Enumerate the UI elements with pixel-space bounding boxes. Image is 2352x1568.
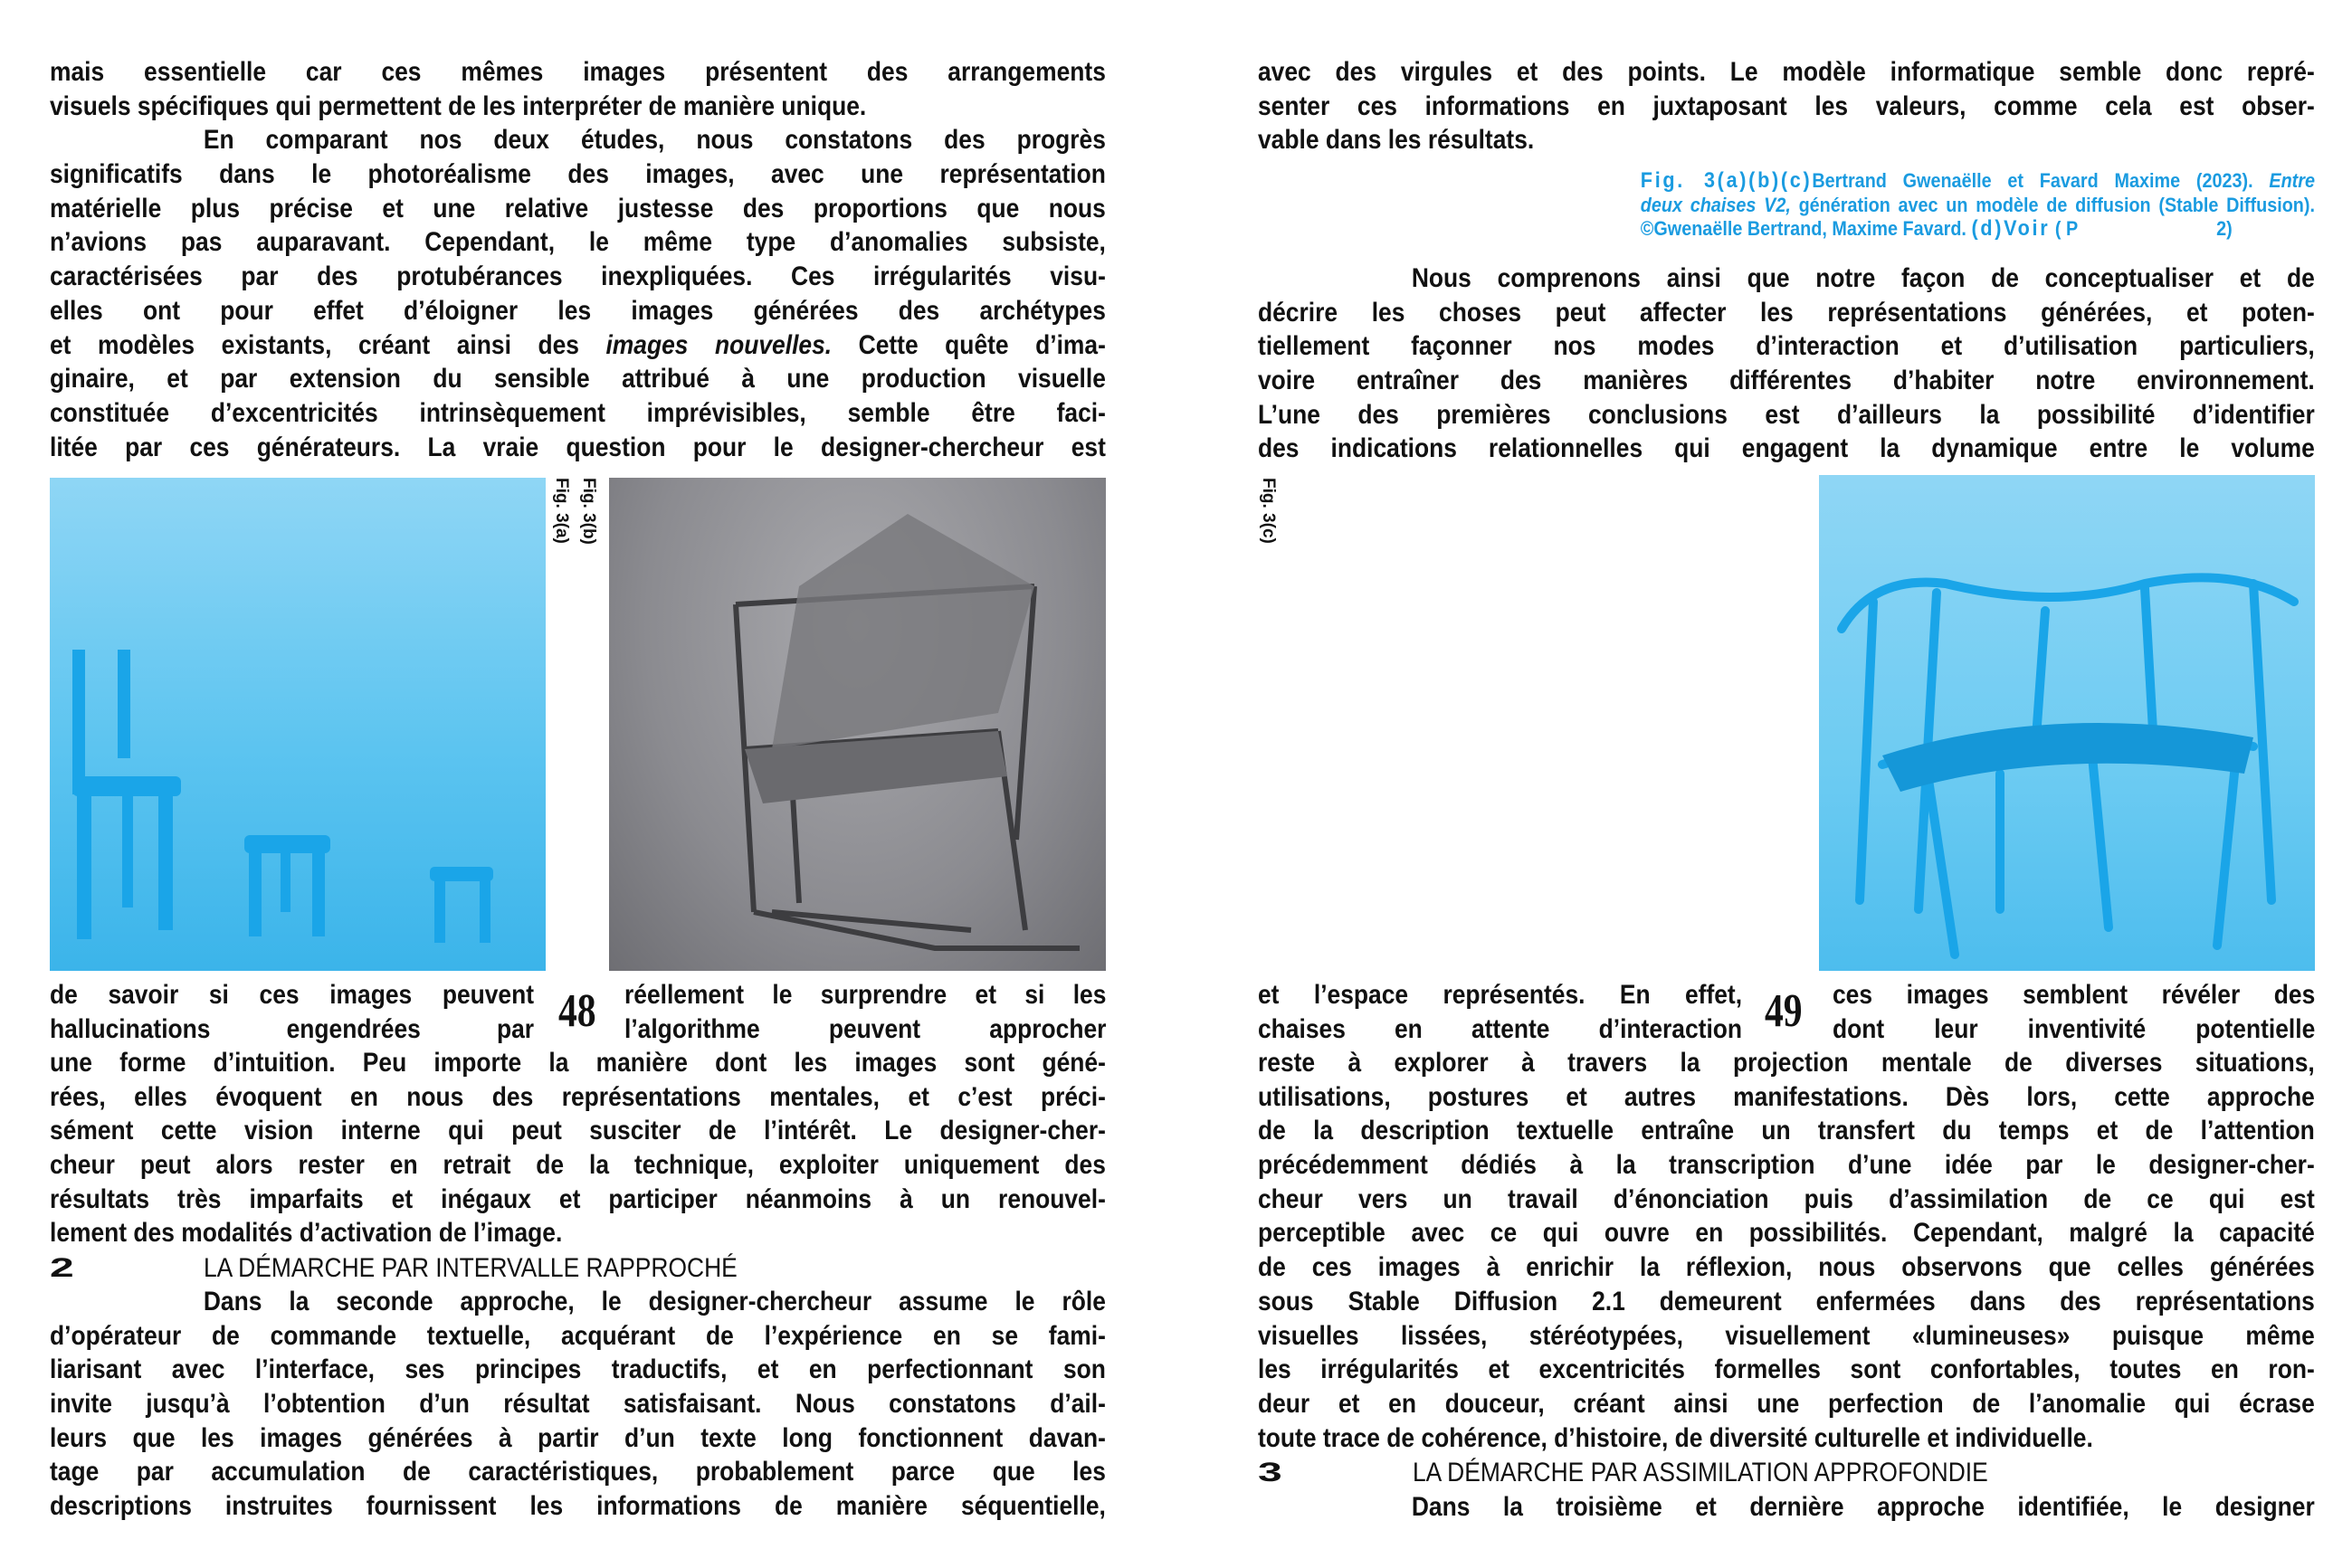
text-line: Nous comprenons ainsi que notre façon de conceptualiser et de: [1411, 263, 2315, 293]
text-line: d’opérateur de commande textuelle, acquérant de l’expérience en se fami-: [50, 1320, 1106, 1351]
text-line: tage par accumulation de caractéristiques, probablement parce que les: [50, 1457, 1106, 1487]
text-line: lement des modalités d’activation de l’image.: [50, 1218, 563, 1249]
text-line: descriptions instruites fournissent les informations de manière séquentielle,: [50, 1491, 1106, 1522]
text-line: cheur peut alors rester en retrait de la technique, exploiter uniquement des: [50, 1150, 1106, 1181]
text-line: leurs que les images générées à partir d’un texte long fonctionnent davan-: [50, 1422, 1106, 1453]
text-line: dont leur inventivité potentielle: [1833, 1013, 2316, 1044]
text-line: de la description textuelle entraîne un transfert du temps et de l’attention: [1258, 1116, 2315, 1146]
text-line: ces images semblent révéler des: [1833, 980, 2316, 1010]
page-number-49: 49: [1765, 985, 1803, 1037]
text-line: matérielle plus précise et une relative justesse des proportions que nous: [50, 193, 1106, 223]
text-line: sous Stable Diffusion 2.1 demeurent enfermées dans des représentations: [1258, 1286, 2315, 1316]
text-line: l’algorithme peuvent approcher: [624, 1013, 1107, 1044]
text-line: rées, elles évoquent en nous des représentations mentales, et c’est préci-: [50, 1081, 1106, 1112]
right-split-right-text: [1833, 978, 2315, 1046]
text-line: En comparant nos deux études, nous constatons des progrès: [203, 125, 1106, 156]
steel-chair-photo: [609, 478, 1106, 971]
text-line: liarisant avec l’interface, ses principes traductifs, et en perfectionnant son: [50, 1354, 1106, 1385]
page-number-48: 48: [558, 985, 596, 1037]
section-number-2: 2: [50, 1253, 74, 1283]
text-line: voire entraîner des manières différentes d’habiter notre environnement.: [1258, 366, 2315, 396]
left-bottom-text: [50, 1046, 1106, 1250]
figure-3c-image: [1819, 475, 2315, 971]
text-line: vable dans les résultats.: [1258, 125, 1535, 156]
figure-3c-label: Fig. 3(c): [1259, 478, 1278, 544]
text-line: Dans la troisième et dernière approche identifiée, le designer: [1411, 1492, 2315, 1522]
caption-credit: Gwenaëlle Bertrand, Maxime Favard.: [1653, 217, 1966, 241]
text-line: mais essentielle car ces mêmes images présentent des arrangements: [50, 57, 1106, 87]
text-line: et l’espace représentés. En effet,: [1258, 980, 1743, 1010]
right-split-left-text: [1258, 978, 1742, 1046]
text-line: de ces images à enrichir la réflexion, nous observons que celles générées: [1258, 1252, 2315, 1283]
text-line: des indications relationnelles qui engagent la dynamique entre le volume: [1258, 433, 2315, 464]
text-line: de savoir si ces images peuvent: [50, 980, 535, 1010]
text-line: résultats très imparfaits et inégaux et participer néanmoins à un renouvel-: [50, 1183, 1106, 1214]
text-line: tiellement façonner nos modes d’interaction et d’utilisation particuliers,: [1258, 331, 2315, 362]
left-section-text: [50, 1285, 1106, 1524]
text-line: invite jusqu’à l’obtention d’un résultat satisfaisant. Nous constatons d’ail-: [50, 1389, 1106, 1420]
text-line: cheur vers un travail d’énonciation puis d’assimilation de ce qui est: [1258, 1183, 2315, 1214]
caption-authors: Bertrand Gwenaëlle et Favard Maxime (2023).: [1812, 169, 2253, 192]
text-line: elles ont pour effet d’éloigner les images générées des archétypes: [50, 295, 1106, 326]
left-split-left-text: [50, 978, 534, 1046]
text-line: litée par ces générateurs. La vraie question pour le designer-chercheur est: [50, 432, 1106, 462]
right-mid-text: [1258, 261, 2315, 466]
caption-title-cont: deux chaises V2,: [1640, 193, 1791, 216]
text-line: les irrégularités et excentricités formelles sont confortables, toutes en ron-: [1258, 1354, 2315, 1385]
caption-see: (d)Voir: [1971, 216, 2051, 242]
caption-ref-open: ( P: [2054, 217, 2079, 241]
section-number-3: 3: [1258, 1458, 1282, 1487]
text-line: sément cette vision interne qui peut susciter de l’intérêt. Le designer-cher-: [50, 1116, 1106, 1146]
caption-description: génération avec un modèle de diffusion (Stable Diffusion).: [1798, 193, 2315, 216]
figure-caption: [1566, 169, 2315, 242]
caption-title: Entre: [2269, 169, 2315, 192]
text-line: deur et en douceur, créant ainsi une perfection de l’anomalie qui écrase: [1258, 1388, 2315, 1419]
text-line: chaises en attente d’interaction: [1258, 1013, 1743, 1044]
text-line: toute trace de cohérence, d’histoire, de diversité culturelle et individuelle.: [1258, 1422, 2093, 1453]
text-line: une forme d’intuition. Peu importe la manière dont les images sont géné-: [50, 1048, 1106, 1078]
text-line: précédemment dédiés à la transcription d’une idée par le designer-cher-: [1258, 1150, 2315, 1181]
text-line: décrire les choses peut affecter les représentations générées, et poten-: [1258, 297, 2315, 328]
double-chair-illustration: [1819, 475, 2315, 971]
text-line: n’avions pas auparavant. Cependant, le même type d’anomalies subsiste,: [50, 227, 1106, 258]
figure-3b-label: Fig. 3(b): [579, 478, 598, 545]
text-line: réellement le surprendre et si les: [624, 980, 1107, 1010]
text-line: constituée d’excentricités intrinsèquement imprévisibles, semble être faci-: [50, 397, 1106, 428]
text-line: reste à explorer à travers la projection mentale de diverses situations,: [1258, 1048, 2315, 1078]
figure-3b-image: [609, 478, 1106, 971]
text-line: avec des virgules et des points. Le modèle informatique semble donc repré-: [1258, 57, 2315, 87]
text-line: hallucinations engendrées par: [50, 1013, 535, 1044]
text-line: visuels spécifiques qui permettent de les interpréter de manière unique.: [50, 90, 867, 121]
text-line: Dans la seconde approche, le designer-chercheur assume le rôle: [203, 1287, 1106, 1316]
figure-3a-image: [50, 478, 546, 971]
section-heading-3: LA DÉMARCHE PAR ASSIMILATION APPROFONDIE: [1413, 1458, 1988, 1487]
figure-3a-label: Fig. 3(a): [552, 478, 571, 544]
text-line: visuelles lissées, stéréotypées, visuellement «lumineuses» puisque même: [1258, 1320, 2315, 1351]
text-line: utilisations, postures et autres manifestations. Dès lors, cette approche: [1258, 1081, 2315, 1112]
blue-stools-illustration: [50, 478, 546, 971]
text-line: L’une des premières conclusions est d’ailleurs la possibilité d’identifier: [1258, 399, 2315, 430]
text-line: ginaire, et par extension du sensible attribué à une production visuelle: [50, 364, 1106, 394]
text-line: significatifs dans le photoréalisme des images, avec une représentation: [50, 159, 1106, 190]
text-line: senter ces informations en juxtaposant les valeurs, comme cela est obser-: [1258, 90, 2315, 121]
caption-ref-close: 2): [2216, 217, 2233, 241]
italic-text: images nouvelles.: [605, 329, 833, 360]
right-section-text: [1258, 1490, 2315, 1525]
text-line: perceptible avec ce qui ouvre en possibilités. Cependant, malgré la capacité: [1258, 1218, 2315, 1249]
text-line: caractérisées par des protubérances inexpliquées. Ces irrégularités visu-: [50, 261, 1106, 292]
left-split-right-text: [624, 978, 1106, 1046]
caption-fig-ref: Fig. 3(a)(b)(c): [1640, 168, 1813, 193]
right-bottom-text: [1258, 1046, 2315, 1455]
text-line: et modèles existants, créant ainsi des images nouvelles. Cette quête d’ima-: [50, 329, 1106, 360]
left-top-text: [50, 55, 1106, 464]
right-top-text: [1258, 55, 2315, 157]
section-heading-2: LA DÉMARCHE PAR INTERVALLE RAPPROCHÉ: [204, 1253, 738, 1283]
copyright-icon: ©: [1640, 217, 1654, 241]
